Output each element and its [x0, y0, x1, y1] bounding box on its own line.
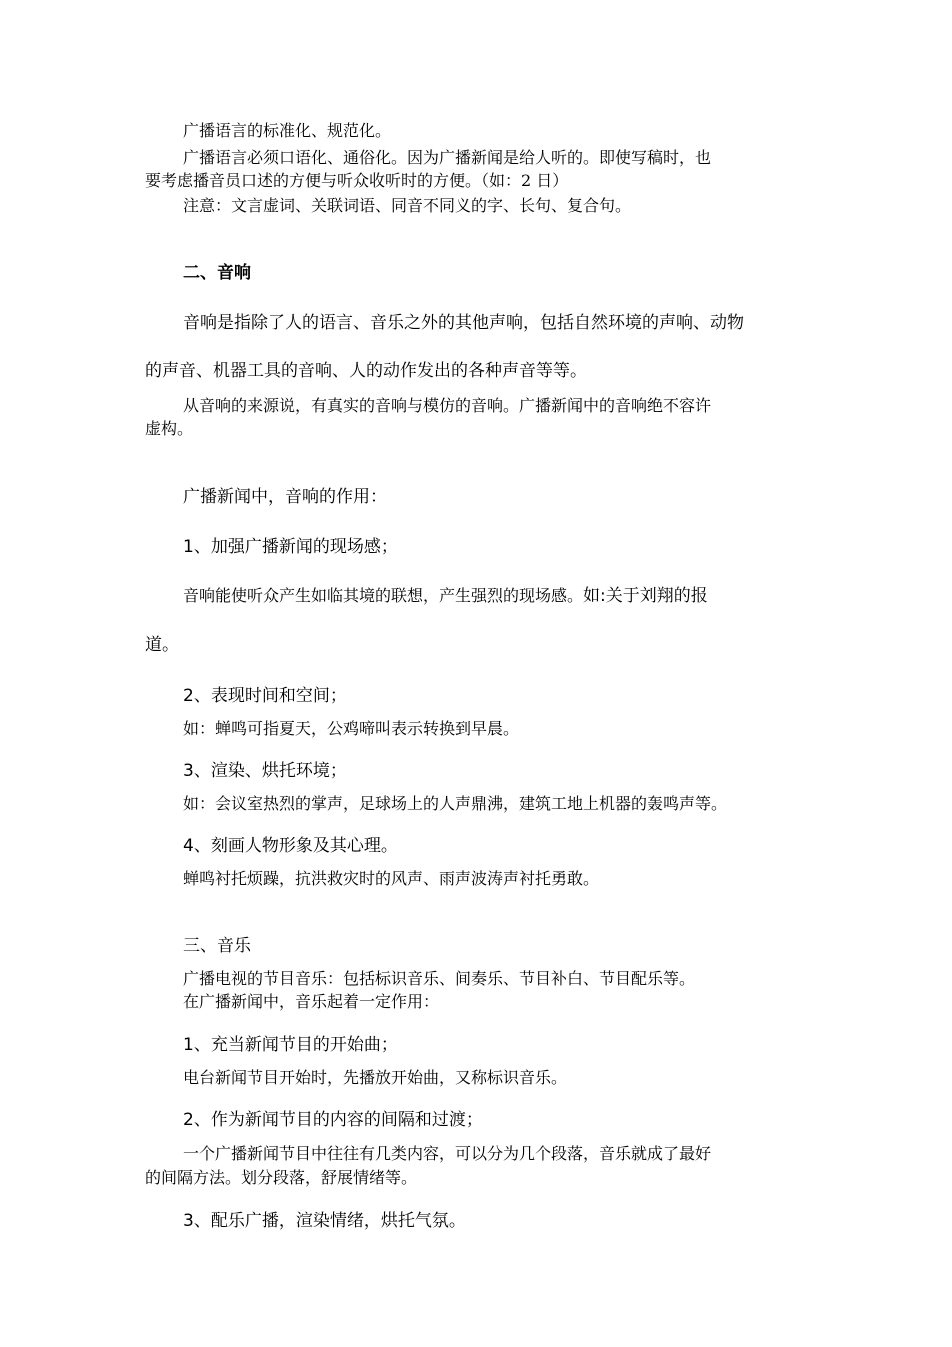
paragraph-note: 注意：文言虚词、关联词语、同音不同义的字、长句、复合句。: [183, 196, 632, 215]
music-role-2-body-line2: 的间隔方法。划分段落，舒展情绪等。: [145, 1168, 418, 1187]
sound-role-1-body-line1: [183, 581, 708, 606]
music-intro-line1: 广播电视的节目音乐：包括标识音乐、间奏乐、节目补白、节目配乐等。: [183, 969, 696, 988]
sound-role-2-body: 如：蝉鸣可指夏天，公鸡啼叫表示转换到早晨。: [183, 719, 520, 738]
sound-role-2-title: 2、表现时间和空间；: [183, 686, 347, 706]
paragraph-standardization: 广播语言的标准化、规范化。: [183, 121, 392, 140]
sound-role-3-body: 如：会议室热烈的掌声，足球场上的人声鼎沸，建筑工地上机器的轰鸣声等。: [183, 794, 728, 813]
music-role-3-title: 3、配乐广播，渲染情绪，烘托气氛。: [183, 1211, 466, 1231]
sound-role-heading: 广播新闻中，音响的作用：: [183, 487, 387, 507]
music-role-2-title: 2、作为新闻节目的内容的间隔和过渡；: [183, 1110, 483, 1130]
section-heading-sound: 二、音响: [183, 263, 251, 283]
paragraph-colloquial-line1: 广播语言必须口语化、通俗化。因为广播新闻是给人听的。即使写稿时，也: [183, 148, 712, 167]
paragraph-colloquial-line2: 要考虑播音员口述的方便与听众收听时的方便。（如：2 日）: [145, 171, 569, 190]
sound-role-4-title: 4、刻画人物形象及其心理。: [183, 836, 398, 856]
music-role-1-title: 1、充当新闻节目的开始曲；: [183, 1035, 398, 1055]
sound-role-3-title: 3、渲染、烘托环境；: [183, 761, 347, 781]
sound-source-line1: 从音响的来源说，有真实的音响与模仿的音响。广播新闻中的音响绝不容许: [183, 396, 712, 415]
music-role-1-body: 电台新闻节目开始时，先播放开始曲，又称标识音乐。: [183, 1068, 568, 1087]
sound-role-1-body-line2: 道。: [145, 635, 179, 655]
sound-definition-line2: 的声音、机器工具的音响、人的动作发出的各种声音等等。: [145, 361, 587, 381]
sound-source-line2: 虚构。: [145, 419, 194, 438]
sound-role-1-body-text: 音响能使听众产生如临其境的联想，产生强烈的现场感。: [183, 586, 584, 605]
music-intro-line2: 在广播新闻中，音乐起着一定作用：: [183, 992, 440, 1011]
music-role-2-body-line1: 一个广播新闻节目中往往有几类内容，可以分为几个段落，音乐就成了最好: [183, 1144, 712, 1163]
sound-role-1-title: 1、加强广播新闻的现场感；: [183, 537, 398, 557]
section-heading-music: 三、音乐: [183, 936, 251, 956]
sound-role-1-example: 如:关于刘翔的报: [583, 586, 708, 606]
sound-role-4-body: 蝉鸣衬托烦躁，抗洪救灾时的风声、雨声波涛声衬托勇敢。: [183, 869, 600, 888]
sound-definition-line1: 音响是指除了人的语言、音乐之外的其他声响，包括自然环境的声响、动物: [183, 313, 744, 333]
